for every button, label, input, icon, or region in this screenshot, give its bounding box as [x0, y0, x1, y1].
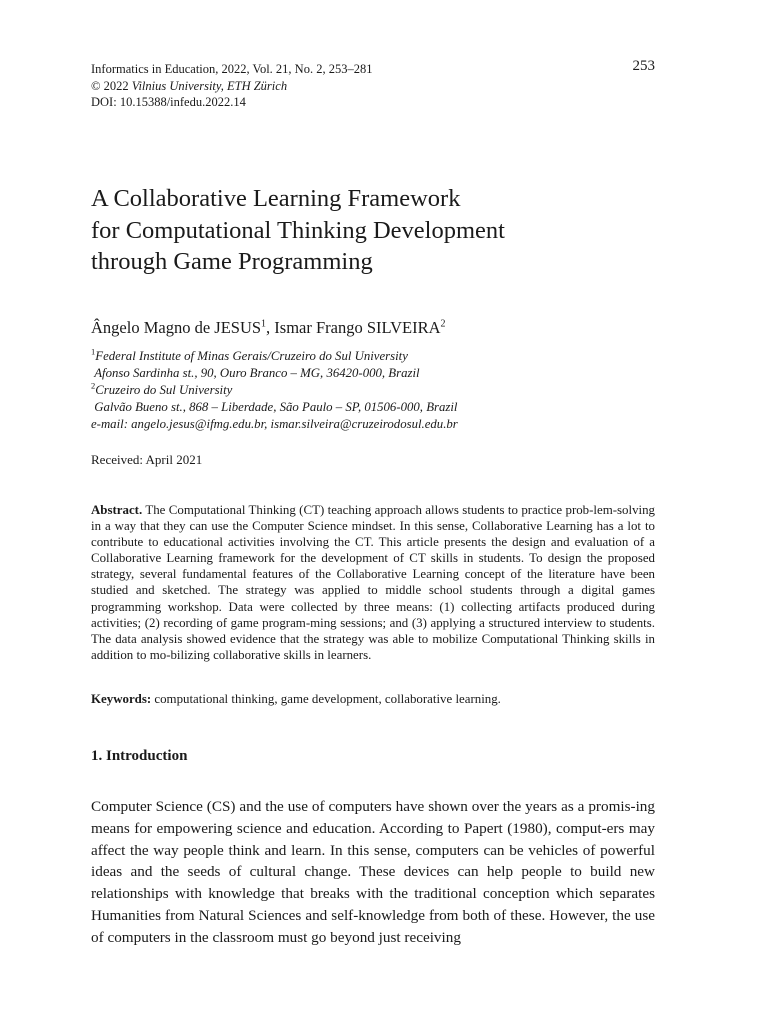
keywords-text: computational thinking, game development, collaborative learning.: [154, 692, 501, 706]
journal-header: [91, 61, 571, 111]
doi-link[interactable]: DOI: 10.15388/infedu.2022.14: [91, 95, 246, 109]
author-name: Ângelo Magno de JESUS: [91, 318, 262, 337]
abstract-text: The Computational Thinking (CT) teaching approach allows students to practice prob-lem-solving in a way that they can use the Computer Science mindset. In this sense, Collaborative Learning has a lot to contribute to educational activities involving the CT. This article presents the design and evaluation of a Collaborative Learning framework for the development of CT skills in students. To design the proposed strategy, several fundamental features of the Collaborative Learning concept of the literature have been studied and sketched. The strategy was applied to middle school students through a digital games programming workshop. Data were collected by three means: (1) collecting artifacts produced during activities; (2) recording of game program-ming sessions; and (3) applying a structured interview to students. The data analysis showed evidence that the strategy was able to mobilize Computational Thinking skills in addition to mo-bilizing collaborative skills in learners.: [91, 503, 655, 662]
affiliation-institution: Federal Institute of Minas Gerais/Cruzeiro do Sul University: [95, 349, 408, 363]
affiliation-address-text: Galvão Bueno st., 868 – Liberdade, São Paulo – SP, 01506-000, Brazil: [94, 400, 458, 414]
paper-title: [91, 183, 671, 278]
affiliation-mark: 1: [91, 346, 96, 357]
affiliation-mark: 2: [91, 380, 96, 391]
section-heading: 1. Introduction: [91, 748, 188, 764]
keywords: [91, 692, 655, 707]
copyright-line: [91, 78, 571, 95]
received-date: Received: April 2021: [91, 452, 203, 467]
author-separator: ,: [266, 318, 275, 337]
title-line: through Game Programming: [91, 248, 373, 275]
author-affiliation-mark: 1: [261, 318, 267, 330]
affiliation-address: [91, 399, 671, 416]
author-name: Ismar Frango SILVEIRA: [274, 318, 441, 337]
journal-citation: Informatics in Education, 2022, Vol. 21, No. 2, 253–281: [91, 62, 373, 76]
affiliation-line: [91, 348, 671, 365]
affiliation-line: [91, 382, 671, 399]
author-affiliation-mark: 2: [440, 318, 446, 330]
title-line: for Computational Thinking Development: [91, 216, 505, 244]
title-line: A Collaborative Learning Framework: [91, 185, 461, 212]
affiliation-institution: Cruzeiro do Sul University: [95, 383, 233, 397]
email-line[interactable]: e-mail: angelo.jesus@ifmg.edu.br, ismar.silveira@cruzeirodosul.edu.br: [91, 417, 458, 431]
abstract-label: Abstract.: [91, 503, 143, 517]
copyright-year: 2022: [103, 78, 129, 93]
affiliations: [91, 348, 671, 433]
abstract: [91, 502, 655, 663]
copyright-symbol: ©: [91, 78, 101, 93]
page-number: 253: [632, 58, 655, 74]
affiliation-address-text: Afonso Sardinha st., 90, Ouro Branco – MG, 36420-000, Brazil: [94, 366, 420, 380]
author-list: [91, 318, 671, 338]
keywords-label: Keywords:: [91, 692, 152, 706]
copyright-holder: Vilnius University, ETH Zürich: [131, 78, 288, 93]
introduction-paragraph: Computer Science (CS) and the use of computers have shown over the years as a promis-ing means for empowering science and education. According to Papert (1980), comput-ers may affect the way people think and learn. In this sense, computers can be vehicles of powerful ideas and the seeds of cultural change. These devices can help people to build new relationships with knowledge that breaks with the traditional conception which separates Humanities from Natural Sciences and self-knowledge from both of these. However, the use of computers in the classroom must go beyond just receiving: [91, 798, 655, 946]
affiliation-address: [91, 365, 671, 382]
